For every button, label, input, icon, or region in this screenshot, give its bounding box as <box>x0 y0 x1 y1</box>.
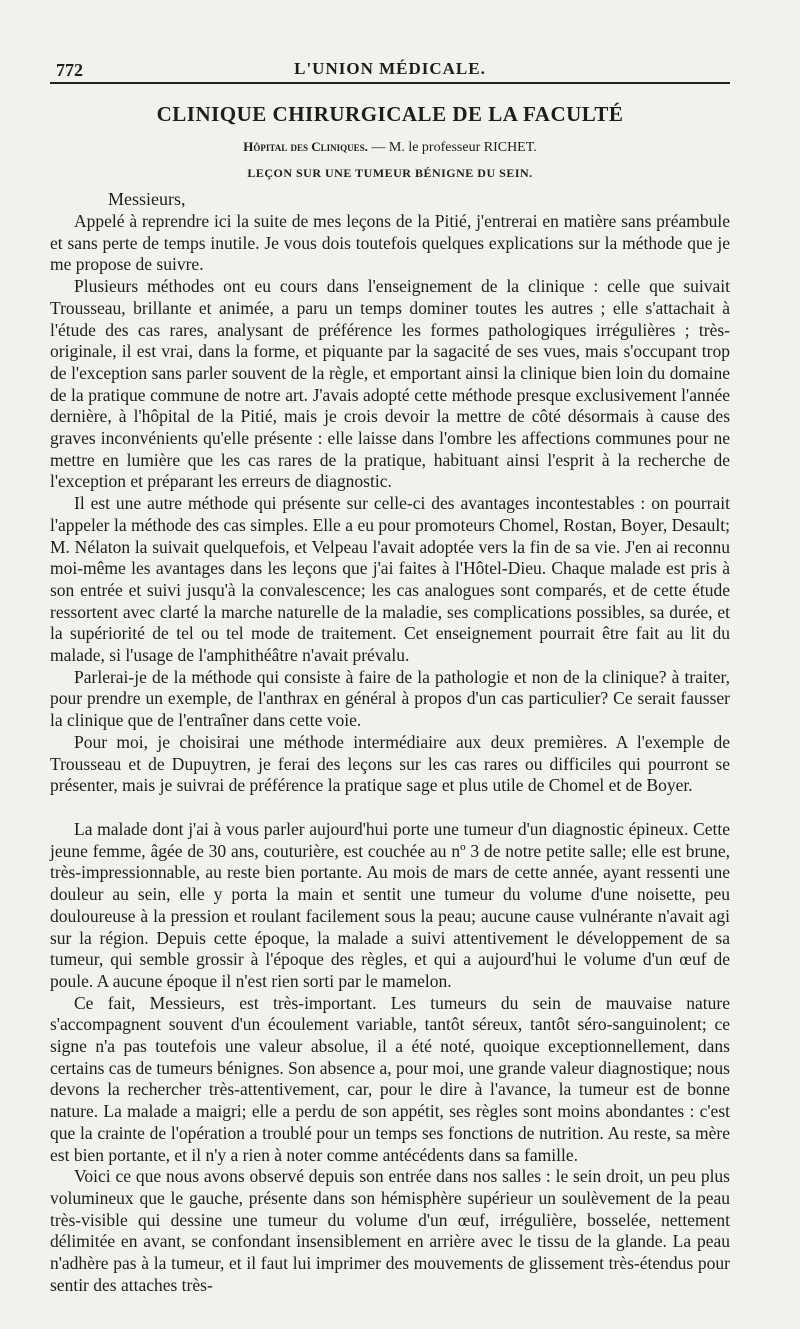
paragraph: La malade dont j'ai à vous parler aujourd'hui porte une tumeur d'un diagnostic épineux. Cette jeune femme, âgée de 30 ans, couturière, est couchée au nº 3 de notre petite salle; elle est brune, très-impressionnable, au reste bien portante. Au mois de mars de cette année, ayant ressenti une douleur au sein, elle y porta la main et sentit une tumeur du volume d'une noisette, peu douloureuse à la pression et roulant facilement sous la peau; aucune cause vulnérante n'avait agi sur la région. Depuis cette époque, la malade a suivi attentivement le développement de sa tumeur, qui semble grossir à l'époque des règles, et qui a aujourd'hui le volume d'un œuf de poule. A aucune époque il n'est rien sorti par le mamelon. <box>50 818 730 991</box>
professor-name: — M. le professeur RICHET. <box>367 140 537 155</box>
page-number: 772 <box>56 60 83 80</box>
lesson-title: LEÇON SUR UNE TUMEUR BÉNIGNE DU SEIN. <box>247 166 533 180</box>
hospital-name: Hôpital des Cliniques. <box>243 139 368 154</box>
running-head <box>50 54 730 84</box>
paragraph: Il est une autre méthode qui présente sur celle-ci des avantages incontestables : on pourrait l'appeler la méthode des cas simples. Elle a eu pour promoteurs Chomel, Rostan, Boyer, Desault; M. Nélaton la suivait quelquefois, et Velpeau l'avait adoptée vers la fin de sa vie. J'en ai reconnu moi-même les avantages dans les leçons que j'ai faites à l'Hôtel-Dieu. Chaque malade est pris à son entrée et suivi jusqu'à la convalescence; les cas analogues sont comparés, et de cette étude ressortent avec clarté la marche naturelle de la maladie, ses complications possibles, sa durée, et la supériorité de tel ou tel mode de traitement. Cet enseignement pourrait être fait au lit du malade, si l'usage de l'amphithéâtre n'avait prévalu. <box>50 493 730 666</box>
paragraph: Appelé à reprendre ici la suite de mes leçons de la Pitié, j'entrerai en matière sans préambule et sans perte de temps inutile. Je vous dois toutefois quelques explications sur la méthode que je me propose de suivre. <box>50 211 730 275</box>
paragraph: Plusieurs méthodes ont eu cours dans l'enseignement de la clinique : celle que suivait Trousseau, brillante et animée, a paru un temps dominer toutes les autres ; elle s'attachait à l'étude des cas rares, analysant de préférence les formes pathologiques irrégulières ; très-originale, il est vrai, dans la forme, et piquante par la sagacité de ses vues, mais s'occupant trop de l'exception sans parler souvent de la règle, et emportant ainsi la clinique bien loin du domaine de la pratique commune de notre art. J'avais adopté cette méthode presque exclusivement l'année dernière, à l'hôpital de la Pitié, mais je crois devoir la mettre de côté désormais à cause des graves inconvénients qu'elle présente : elle laisse dans l'ombre les affections communes pour ne mettre en lumière que les cas rares de la pratique, habituant ainsi l'esprit à la recherche de l'exception et préparant les erreurs de diagnostic. <box>50 276 730 492</box>
hospital-line <box>50 139 730 156</box>
paragraph: Parlerai-je de la méthode qui consiste à faire de la pathologie et non de la clinique? à traiter, pour prendre un exemple, de l'anthrax en général à propos d'un cas particulier? Ce serait fausser la clinique que de l'entraîner dans cette voie. <box>50 666 730 731</box>
paragraph: Pour moi, je choisirai une méthode intermédiaire aux deux premières. A l'exemple de Trousseau et de Dupuytren, je ferai des leçons sur les cas rares ou difficiles qui pourront se présenter, mais je suivrai de préférence la pratique sage et plus utile de Chomel et de Boyer. <box>50 731 730 796</box>
paragraph: Voici ce que nous avons observé depuis son entrée dans nos salles : le sein droit, un peu plus volumineux que le gauche, présente dans son hémisphère supérieur un soulèvement de la peau très-visible qui dessine une tumeur du volume d'un œuf, irrégulière, bosselée, nettement délimitée en avant, se confondant insensiblement en arrière avec le tissu de la glande. La peau n'adhère pas à la tumeur, et il faut lui imprimer des mouvements de glissement très-étendus pour sentir des attaches très- <box>50 1166 730 1295</box>
journal-title: L'UNION MÉDICALE. <box>294 59 486 78</box>
article-title: CLINIQUE CHIRURGICALE DE LA FACULTÉ <box>156 102 624 126</box>
article-body <box>50 211 730 1296</box>
section-gap <box>50 797 730 819</box>
paragraph: Ce fait, Messieurs, est très-important. Les tumeurs du sein de mauvaise nature s'accompagnent souvent d'un écoulement variable, tantôt séreux, tantôt séro-sanguinolent; ce signe n'a pas toutefois une valeur absolue, il a été noté, quoique exceptionnellement, dans certains cas de tumeurs bénignes. Son absence a, pour moi, une grande valeur diagnostique; nous devons la rechercher très-attentivement, car, pour le dire à l'avance, la tumeur est de bonne nature. La malade a maigri; elle a perdu de son appétit, ses règles sont moins abondantes : c'est que la crainte de l'opération a troublé pour un temps ses fonctions de nutrition. Au reste, sa mère est bien portante, et il n'y a rien à noter comme antécédents dans sa famille. <box>50 992 730 1165</box>
salutation: Messieurs, <box>108 189 186 209</box>
